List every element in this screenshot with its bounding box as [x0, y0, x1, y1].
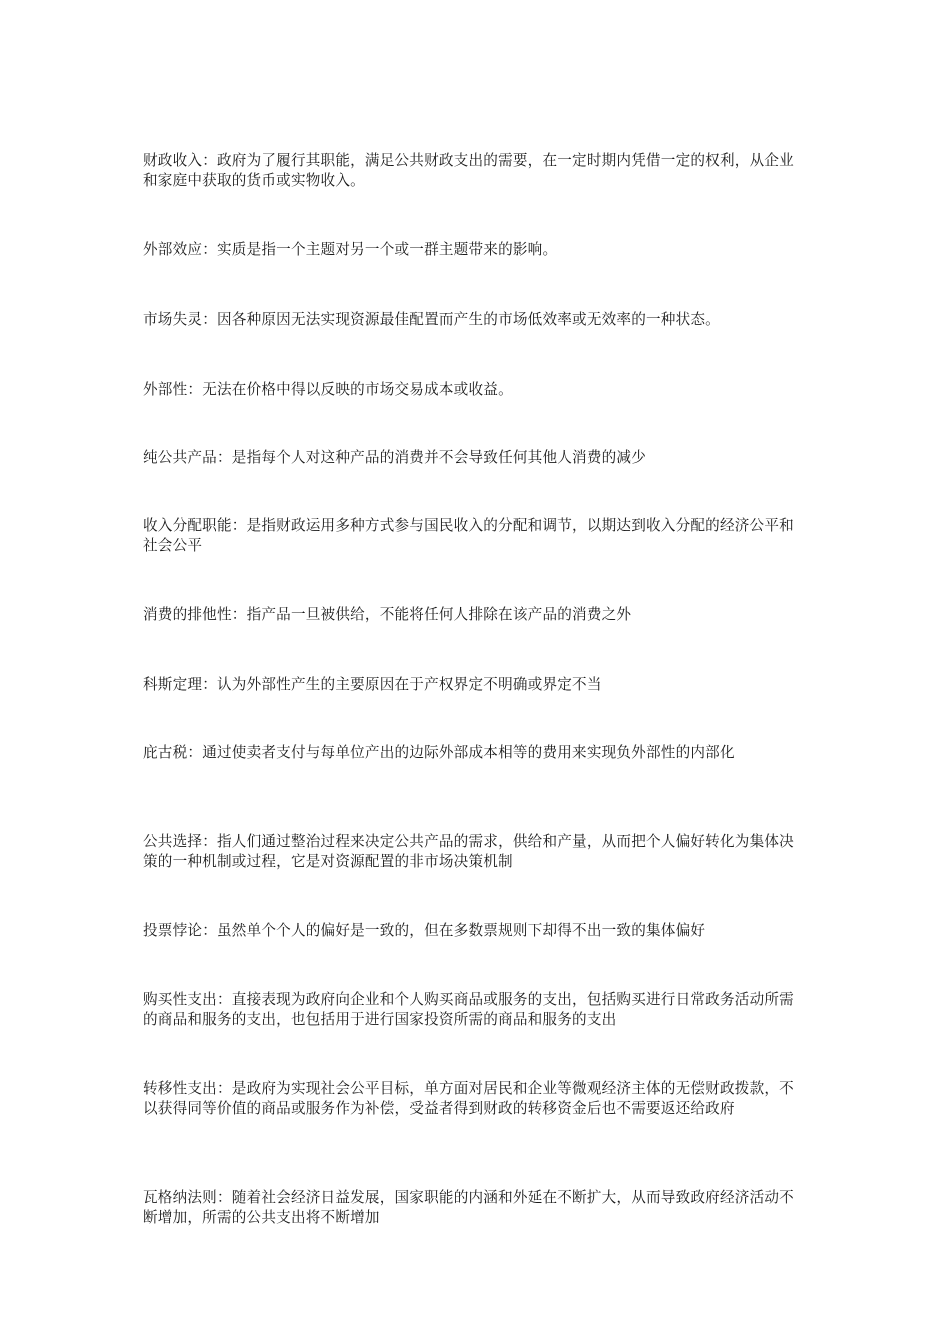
document-page — [143, 0, 803, 1344]
entry-definition: 直接表现为政府向企业和个人购买商品或服务的支出，包括购买进行日常政务活动所需的商品和服务的支出，也包括用于进行国家投资所需的商品和服务的支出 — [143, 991, 794, 1028]
entry-definition: 政府为了履行其职能，满足公共财政支出的需要，在一定时期内凭借一定的权利，从企业和家庭中获取的货币或实物收入。 — [143, 152, 794, 189]
entry-separator: ： — [202, 241, 217, 258]
entry-separator: ： — [202, 922, 217, 939]
definition-entry — [143, 516, 803, 556]
entry-definition: 指产品一旦被供给，不能将任何人排除在该产品的消费之外 — [246, 606, 632, 623]
entry-separator: ： — [202, 152, 217, 169]
entry-separator: ： — [202, 676, 217, 693]
definition-entry — [143, 1188, 803, 1228]
entry-separator: ： — [231, 517, 247, 534]
entry-term: 转移性支出 — [143, 1080, 217, 1097]
entry-separator: ： — [231, 606, 247, 623]
entry-definition: 虽然单个个人的偏好是一致的，但在多数票规则下却得不出一致的集体偏好 — [216, 922, 706, 939]
entry-definition: 指人们通过整治过程来决定公共产品的需求，供给和产量，从而把个人偏好转化为集体决策的一种机制或过程，它是对资源配置的非市场决策机制 — [143, 833, 794, 870]
entry-term: 购买性支出 — [143, 991, 217, 1008]
entry-separator: ： — [202, 311, 217, 328]
entry-term: 瓦格纳法则 — [143, 1189, 217, 1206]
definition-entry — [143, 240, 803, 260]
entry-term: 公共选择 — [143, 833, 203, 850]
entry-term: 外部效应 — [143, 241, 203, 258]
entry-separator: ： — [202, 833, 217, 850]
entry-definition: 是政府为实现社会公平目标，单方面对居民和企业等微观经济主体的无偿财政拨款，不以获得同等价值的商品或服务作为补偿，受益者得到财政的转移资金后也不需要返还给政府 — [143, 1080, 794, 1117]
definition-entry — [143, 448, 803, 468]
entry-separator: ： — [187, 744, 203, 761]
entry-definition: 通过使卖者支付与每单位产出的边际外部成本相等的费用来实现负外部性的内部化 — [202, 744, 735, 761]
definition-entry — [143, 990, 803, 1030]
entry-definition: 是指每个人对这种产品的消费并不会导致任何其他人消费的减少 — [231, 449, 647, 466]
definition-entry — [143, 310, 803, 330]
entry-definition: 无法在价格中得以反映的市场交易成本或收益。 — [202, 381, 513, 398]
entry-term: 庇古税 — [143, 744, 188, 761]
entry-separator: ： — [187, 381, 203, 398]
definition-entry — [143, 675, 803, 695]
entry-term: 收入分配职能 — [143, 517, 232, 534]
entry-term: 科斯定理 — [143, 676, 203, 693]
entry-separator: ： — [216, 449, 232, 466]
definition-entry — [143, 832, 803, 872]
definition-entry — [143, 151, 803, 191]
entry-definition: 认为外部性产生的主要原因在于产权界定不明确或界定不当 — [216, 676, 602, 693]
entry-definition: 随着社会经济日益发展，国家职能的内涵和外延在不断扩大，从而导致政府经济活动不断增加，所需的公共支出将不断增加 — [143, 1189, 794, 1226]
entry-term: 外部性 — [143, 381, 188, 398]
definition-entry — [143, 743, 803, 763]
entry-term: 财政收入 — [143, 152, 203, 169]
entry-term: 市场失灵 — [143, 311, 203, 328]
entry-definition: 因各种原因无法实现资源最佳配置而产生的市场低效率或无效率的一种状态。 — [216, 311, 720, 328]
entry-definition: 实质是指一个主题对另一个或一群主题带来的影响。 — [216, 241, 558, 258]
entry-term: 投票悖论 — [143, 922, 203, 939]
entry-term: 消费的排他性 — [143, 606, 232, 623]
entry-term: 纯公共产品 — [143, 449, 217, 466]
entry-separator: ： — [216, 991, 232, 1008]
entry-definition: 是指财政运用多种方式参与国民收入的分配和调节，以期达到收入分配的经济公平和社会公平 — [143, 517, 794, 554]
definition-entry — [143, 605, 803, 625]
definition-entry — [143, 921, 803, 941]
entry-separator: ： — [216, 1189, 232, 1206]
entry-separator: ： — [216, 1080, 232, 1097]
definition-entry — [143, 380, 803, 400]
definition-entry — [143, 1079, 803, 1119]
